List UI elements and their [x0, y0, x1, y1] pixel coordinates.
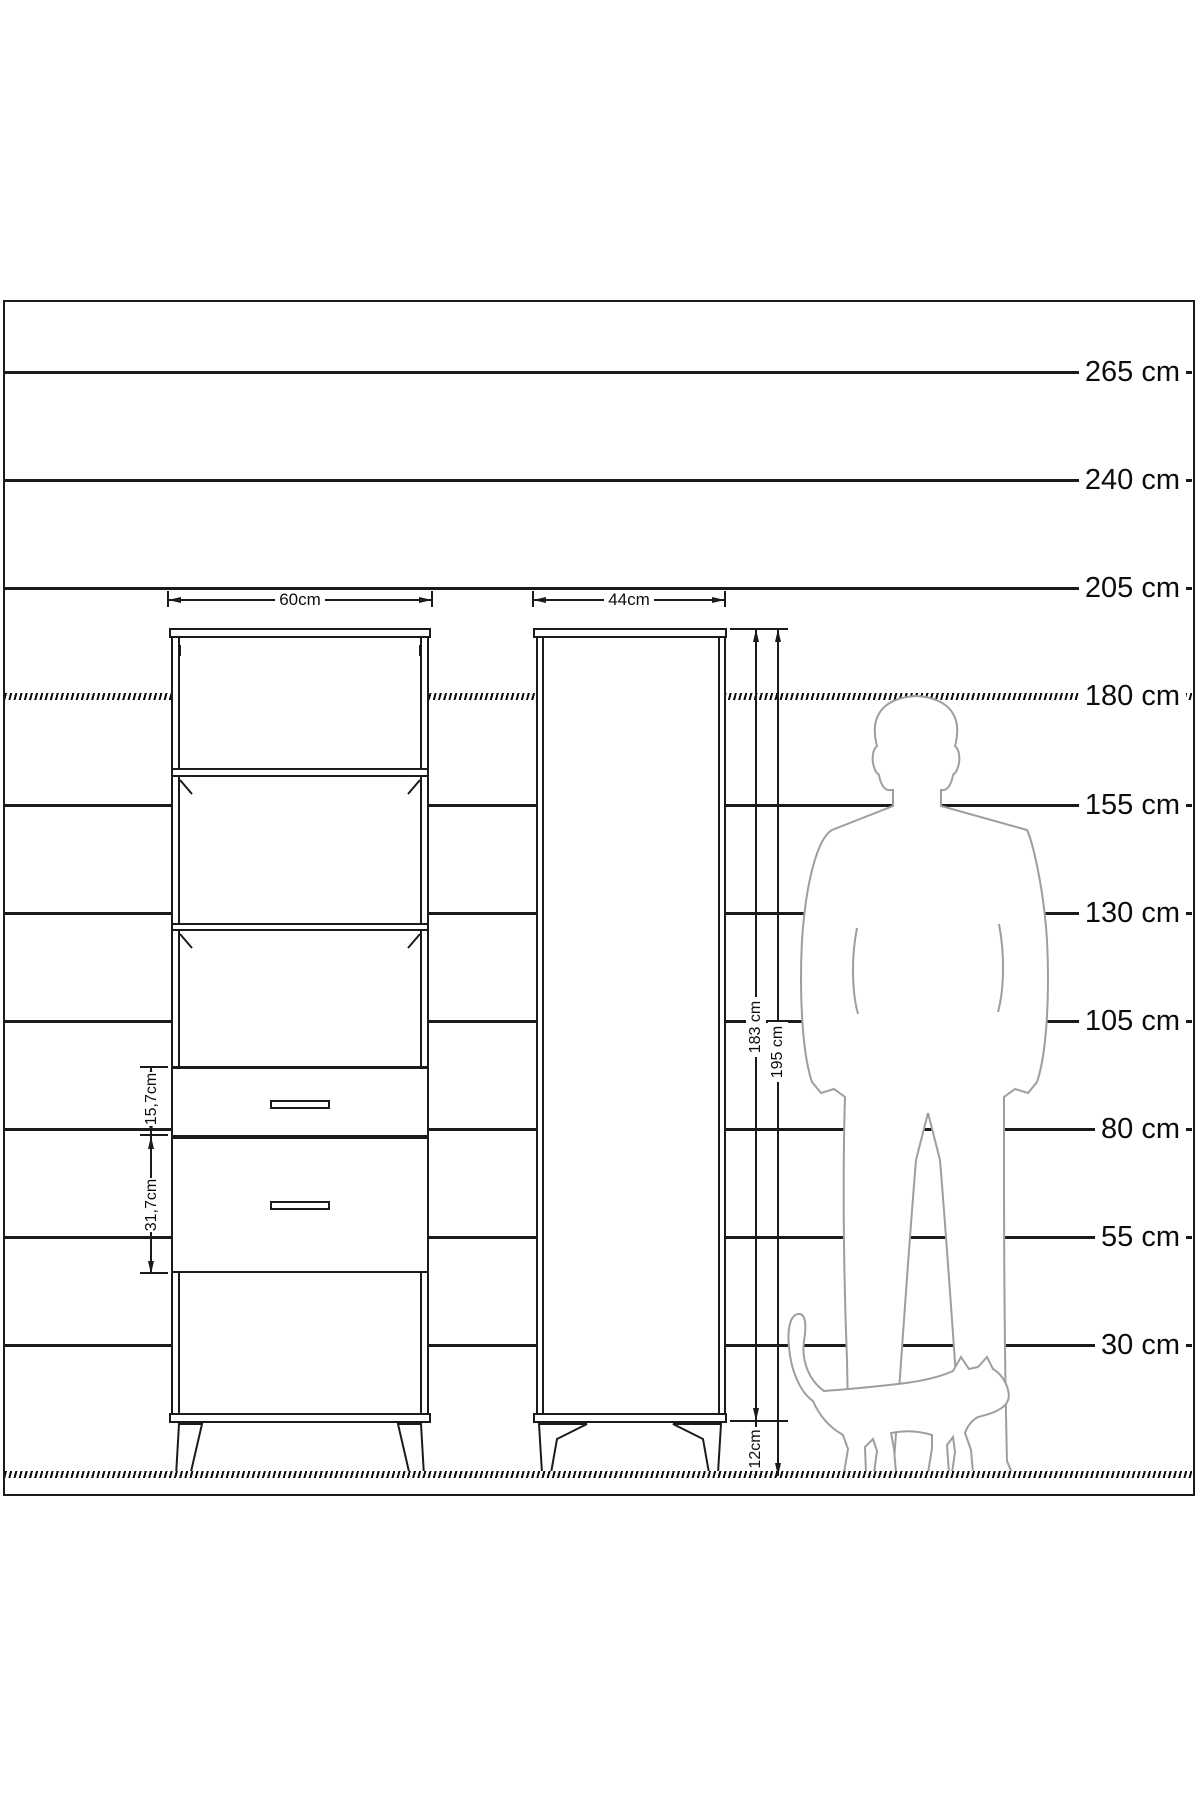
witness-tick — [730, 1420, 788, 1422]
dim-label-width-b: 44cm — [533, 590, 725, 610]
dim-arrow — [775, 1463, 781, 1476]
witness-tick — [140, 1272, 168, 1274]
scale-label: 155 cm — [1079, 787, 1186, 823]
scale-label: 55 cm — [1095, 1219, 1186, 1255]
witness-tick — [140, 1134, 168, 1136]
scale-label: 180 cm — [1079, 678, 1186, 714]
witness-tick — [140, 1066, 168, 1068]
dim-label-leg-height: 12cm — [746, 1427, 766, 1471]
dim-arrow — [775, 629, 781, 642]
shelf-bracket-marks — [180, 934, 420, 948]
dim-arrow — [753, 1408, 759, 1421]
dim-arrow — [148, 1136, 154, 1149]
scale-label: 205 cm — [1079, 570, 1186, 606]
scale-label: 240 cm — [1079, 462, 1186, 498]
dim-label-total-height: 195 cm — [768, 1022, 788, 1082]
dim-arrow — [753, 629, 759, 642]
scale-label: 30 cm — [1095, 1327, 1186, 1363]
dim-label-width-a: 60cm — [168, 590, 432, 610]
scale-label: 265 cm — [1079, 354, 1186, 390]
scale-label: 105 cm — [1079, 1003, 1186, 1039]
scale-label: 80 cm — [1095, 1111, 1186, 1147]
dim-label-drawer-bottom: 31,7cm — [143, 1178, 160, 1232]
shelf-bracket-marks — [180, 780, 420, 794]
shelf-peg-marks — [180, 645, 420, 656]
dim-label-drawer-top: 15,7cm — [143, 1072, 160, 1126]
scale-label: 130 cm — [1079, 895, 1186, 931]
dim-label-body-height: 183 cm — [746, 997, 766, 1057]
dim-arrow — [148, 1261, 154, 1274]
